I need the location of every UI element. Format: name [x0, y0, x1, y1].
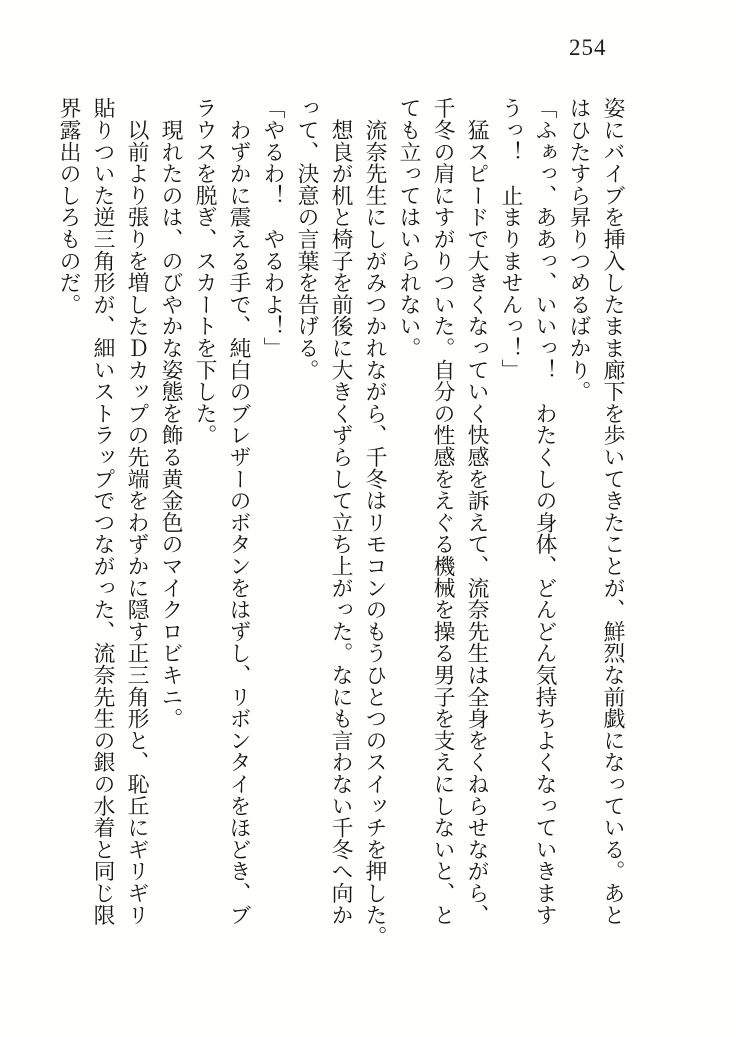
text-line: 「やるわ！ やるわよ！」 [261, 97, 285, 359]
body-text-block [52, 97, 630, 948]
text-line: ても立ってはいられない。 [397, 97, 421, 359]
text-line: 猛スピードで大きくなっていく快感を訴えて、流奈先生は全身をくねらせながら、 [465, 97, 489, 926]
page-number: 254 [569, 35, 607, 60]
text-line: 界露出のしろものだ。 [57, 97, 81, 315]
text-line: 貼りついた逆三角形が、細いストラップでつながった、流奈先生の銀の水着と同じ限 [91, 97, 115, 926]
text-line: 想良が机と椅子を前後に大きくずらして立ち上がった。なにも言わない千冬へ向か [329, 97, 353, 926]
text-line: って、決意の言葉を告げる。 [295, 97, 319, 381]
text-line: うっ！ 止まりませんっ！」 [499, 97, 523, 381]
text-line: 千冬の肩にすがりついた。自分の性感をえぐる機械を操る男子を支えにしないと、と [431, 97, 455, 926]
text-line: ラウスを脱ぎ、スカートを下した。 [193, 97, 217, 446]
text-line: わずかに震える手で、純白のブレザーのボタンをはずし、リボンタイをほどき、ブ [227, 97, 251, 926]
text-line: はひたすら昇りつめるばかり。 [567, 97, 591, 403]
text-line: 現れたのは、のびやかな姿態を飾る黄金色のマイクロビキニ。 [159, 97, 183, 730]
text-line: 「ふぁっ、ああっ、いいっ！ わたくしの身体、どんどん気持ちよくなっていきます [533, 97, 557, 926]
text-line: 流奈先生にしがみつかれながら、千冬はリモコンのもうひとつのスイッチを押した。 [363, 97, 387, 948]
text-line: 以前より張りを増したＤカップの先端をわずかに隠す正三角形と、恥丘にギリギリ [125, 97, 149, 926]
text-line: 姿にバイブを挿入したまま廊下を歩いてきたことが、鮮烈な前戯になっている。あと [601, 97, 625, 926]
